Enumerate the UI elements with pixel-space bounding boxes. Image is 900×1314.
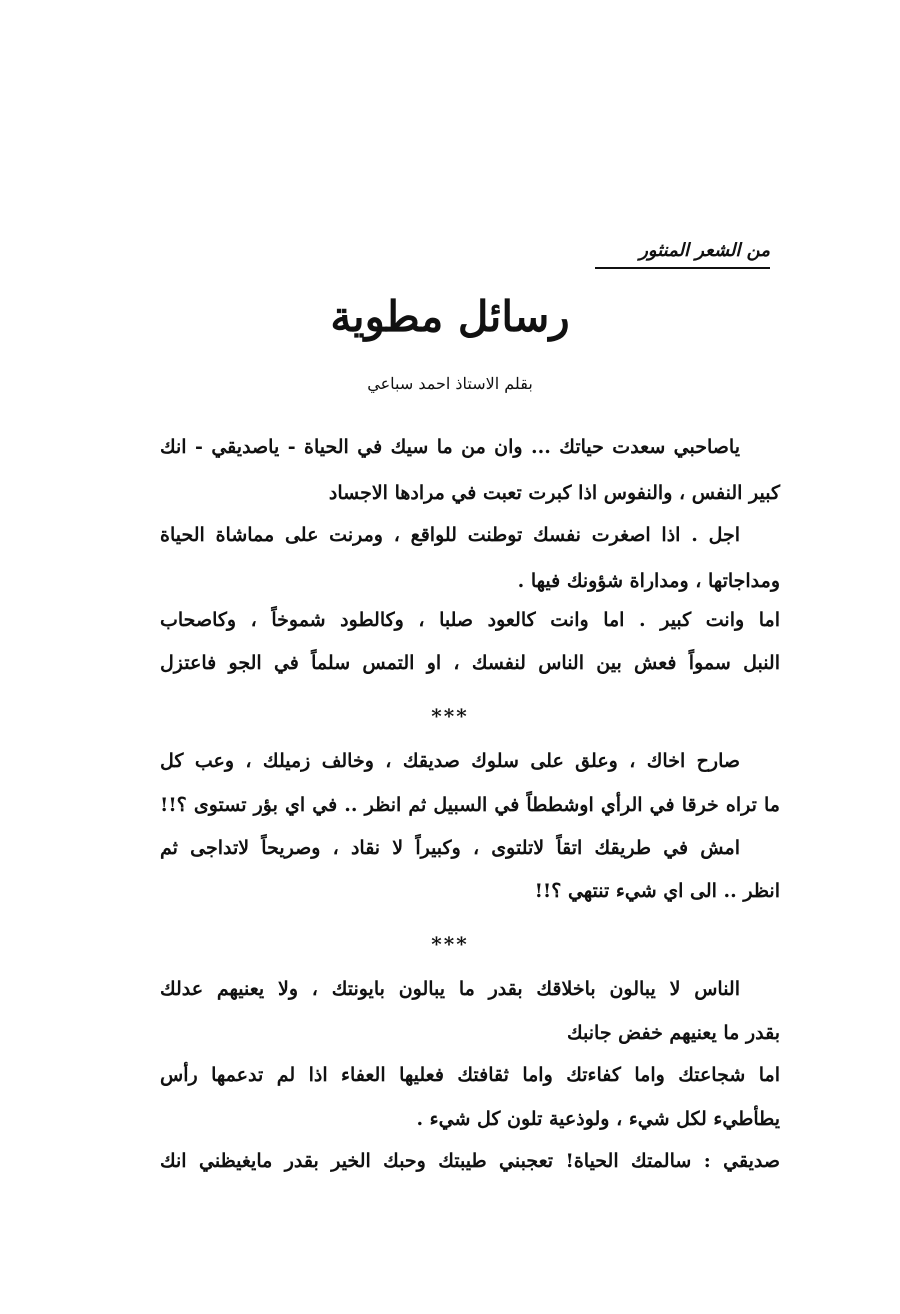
paragraph-line: ما تراه خرقا في الرأي اوشططاً في السبيل ثم انظر .. في اي بؤر تستوى ؟!! <box>160 794 780 816</box>
paragraph-line: بقدر ما يعنيهم خفض جانبك <box>567 1022 780 1044</box>
paragraph-line: اجل . اذا اصغرت نفسك توطنت للواقع ، ومرنت على مماشاة الحياة <box>160 524 740 546</box>
section-label: من الشعر المنثور <box>595 240 770 269</box>
paragraph-line: اما شجاعتك واما كفاءتك واما ثقافتك فعليها العفاء اذا لم تدعمها رأس <box>160 1064 780 1086</box>
section-separator: *** <box>431 704 469 728</box>
author-byline: بقلم الاستاذ احمد سباعي <box>367 374 533 393</box>
page-title: رسائل مطوية <box>330 292 570 341</box>
paragraph-line: صارح اخاك ، وعلق على سلوك صديقك ، وخالف زميلك ، وعب كل <box>160 750 740 772</box>
paragraph-line: امش في طريقك اتقاً لاتلتوى ، وكبيراً لا نقاد ، وصريحاً لاتداجى ثم <box>160 837 740 859</box>
paragraph-line: الناس لا يبالون باخلاقك بقدر ما يبالون بايونتك ، ولا يعنيهم عدلك <box>160 978 740 1000</box>
paragraph-line: اما وانت كبير . اما وانت كالعود صلبا ، وكالطود شموخاً ، وكاصحاب <box>160 609 780 631</box>
paragraph-line: كبير النفس ، والنفوس اذا كبرت تعبت في مرادها الاجساد <box>328 482 780 504</box>
paragraph-line: النبل سمواً فعش بين الناس لنفسك ، او التمس سلماً في الجو فاعتزل <box>160 652 780 674</box>
paragraph-line: يطأطيء لكل شيء ، ولوذعية تلون كل شيء . <box>416 1108 780 1130</box>
paragraph-line: ياصاحبي سعدت حياتك ... وان من ما سيك في الحياة - ياصديقي - انك <box>160 436 740 458</box>
section-separator: *** <box>431 932 469 956</box>
paragraph-line: انظر .. الى اي شيء تنتهي ؟!! <box>534 880 780 902</box>
paragraph-line: صديقي : سالمتك الحياة! تعجبني طيبتك وحبك الخير بقدر مايغيظني انك <box>160 1150 780 1172</box>
paragraph-line: ومداجاتها ، ومداراة شؤونك فيها . <box>517 570 780 592</box>
